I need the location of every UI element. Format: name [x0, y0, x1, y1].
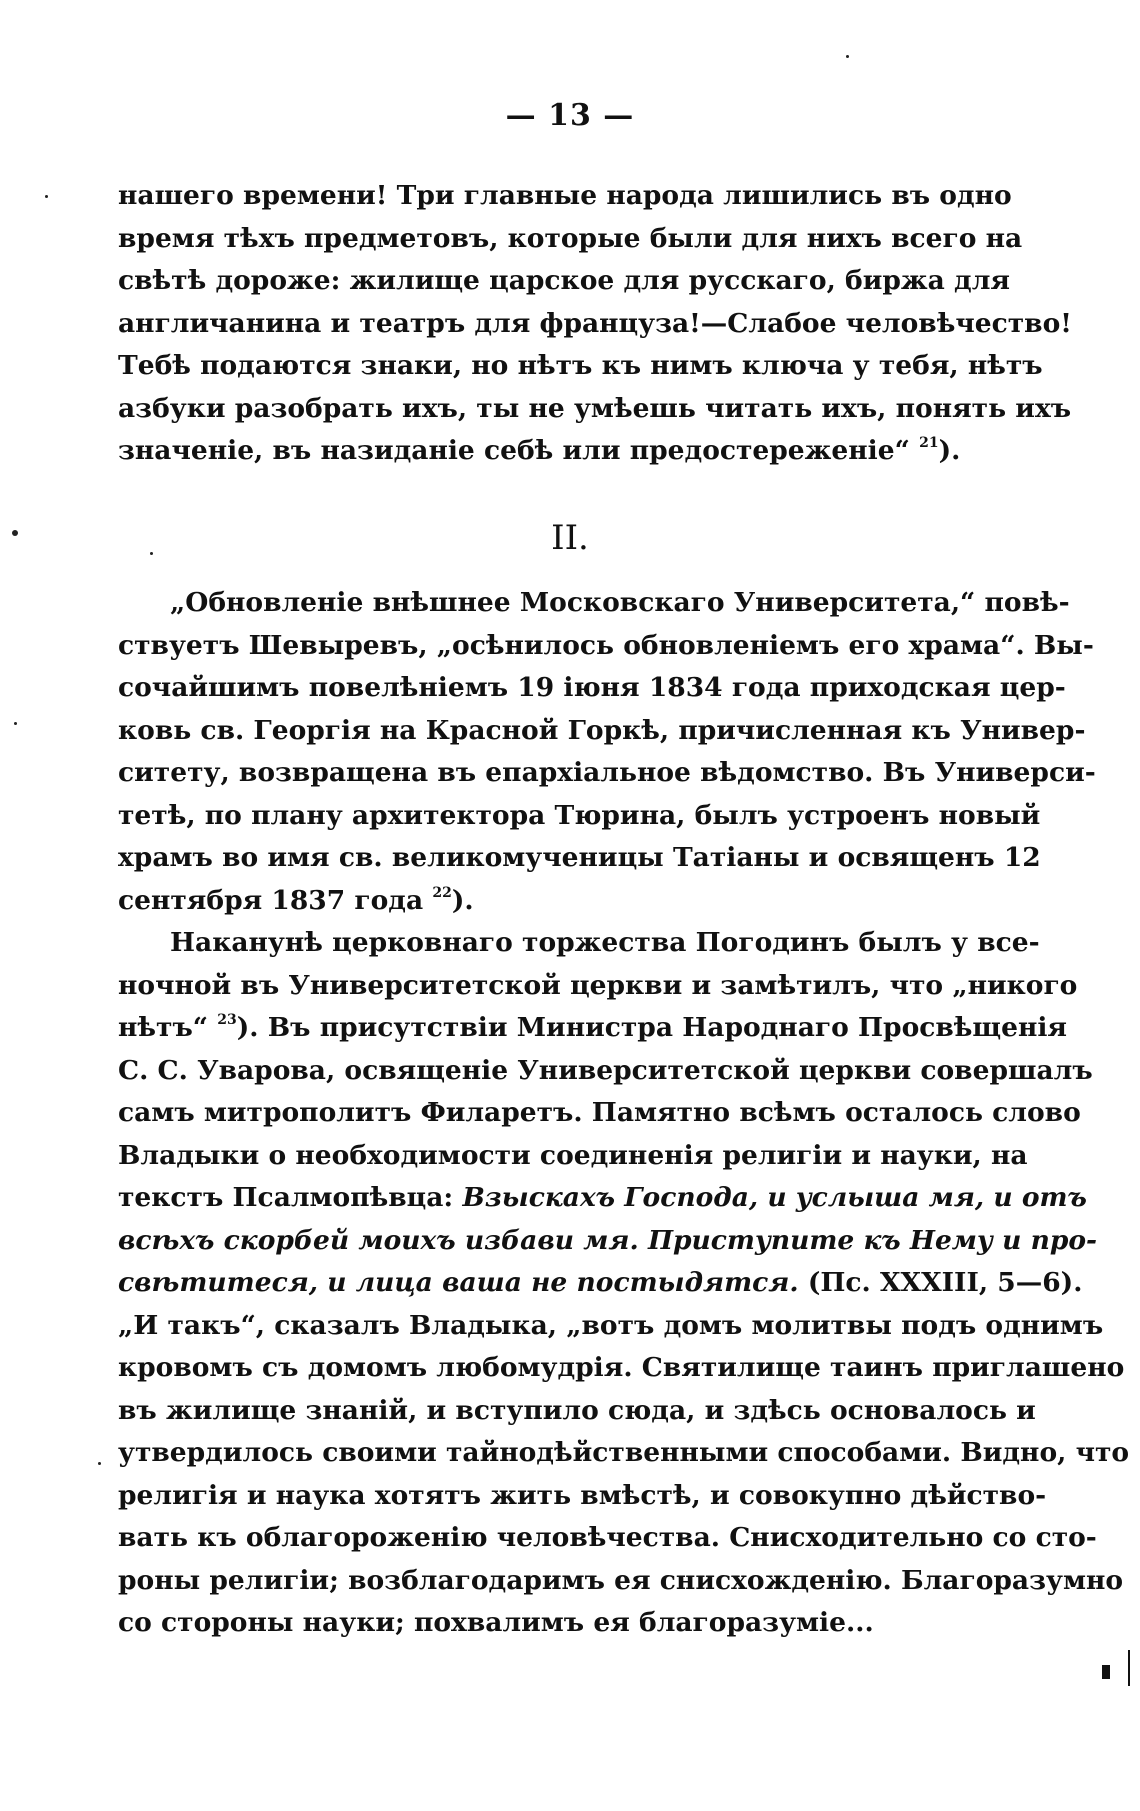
text-line: С. С. Уварова, освященіе Университетской церкви совершалъ	[118, 1054, 1093, 1086]
text-line: ситету, возвращена въ епархіальное вѣдомство. Въ Универси-	[118, 757, 1096, 788]
text-line: религія и наука хотятъ жить вмѣстѣ, и совокупно дѣйство-	[118, 1479, 1047, 1511]
scan-speck	[98, 1462, 101, 1465]
footnote-marker: 23	[217, 1012, 237, 1029]
psalm-quote: Взыскахъ Господа, и услыша мя, и отъ	[462, 1182, 1087, 1213]
text-fragment: сентября 1837 года	[118, 884, 424, 916]
text-line: азбуки разобрать ихъ, ты не умѣешь читать ихъ, понять ихъ	[118, 392, 1072, 424]
psalm-quote: всѣхъ скорбей моихъ избави мя. Приступите къ Нему и про-	[118, 1224, 1098, 1256]
text-line: кровомъ съ домомъ любомудрія. Святилище таинъ приглашено	[118, 1352, 1125, 1383]
text-fragment: значеніе, въ назиданіе себѣ или предостереженіе“	[118, 435, 910, 466]
text-line: утвердилось своими тайнодѣйственными способами. Видно, что	[118, 1437, 1130, 1468]
text-line	[118, 1262, 1083, 1305]
scan-speck	[12, 530, 18, 536]
text-line: Тебѣ подаются знаки, но нѣтъ къ нимъ ключа у тебя, нѣтъ	[118, 350, 1043, 381]
scan-edge-mark	[1128, 1650, 1130, 1686]
psalm-quote: свѣтитеся, и лица ваша не постыдятся.	[118, 1267, 799, 1298]
text-fragment: ).	[938, 435, 961, 466]
text-line: ковь св. Георгія на Красной Горкѣ, причисленная къ Универ-	[118, 714, 1086, 746]
text-line: роны религіи; возблагодаримъ ея снисхожденію. Благоразумно	[118, 1564, 1124, 1596]
text-line: ночной въ Университетской церкви и замѣтилъ, что „никого	[118, 969, 1078, 1001]
text-line: Владыки о необходимости соединенія религіи и науки, на	[118, 1139, 1028, 1171]
text-fragment: ).	[451, 884, 474, 916]
footnote-marker: 22	[432, 884, 452, 901]
scan-speck	[45, 195, 48, 198]
text-line: свѣтѣ дороже: жилище царское для русскаго, биржа для	[118, 265, 1010, 296]
text-line	[118, 880, 960, 923]
footnote-marker: 21	[919, 435, 939, 452]
scan-speck	[846, 55, 849, 58]
scan-edge-mark	[1102, 1665, 1110, 1679]
text-line: сочайшимъ повелѣніемъ 19 іюня 1834 года приходская цер-	[118, 672, 1066, 703]
text-line	[118, 1177, 1087, 1220]
text-line: время тѣхъ предметовъ, которые были для нихъ всего на	[118, 222, 1023, 254]
scan-speck	[150, 552, 153, 555]
text-line	[118, 430, 960, 473]
text-line	[118, 1007, 1067, 1050]
text-fragment: нѣтъ“	[118, 1012, 209, 1043]
paragraph-2	[118, 582, 1096, 922]
text-line: „Обновленіе внѣшнее Московскаго Университета,“ повѣ-	[170, 587, 1070, 618]
text-line: Наканунѣ церковнаго торжества Погодинъ былъ у все-	[170, 927, 1040, 958]
text-line: ствуетъ Шевыревъ, „осѣнилось обновленіемъ его храма“. Вы-	[118, 629, 1094, 661]
text-line: со стороны науки; похвалимъ ея благоразуміе...	[118, 1607, 874, 1638]
text-line: въ жилище знаній, и вступило сюда, и здѣсь основалось и	[118, 1394, 1036, 1426]
text-line: нашего времени! Три главные народа лишились въ одно	[118, 180, 1012, 211]
text-line: „И такъ“, сказалъ Владыка, „вотъ домъ молитвы подъ однимъ	[118, 1309, 1104, 1341]
text-line: англичанина и театръ для француза!—Слабое человѣчество!	[118, 307, 1072, 339]
text-fragment: ). Въ присутствіи Министра Народнаго Просвѣщенія	[236, 1012, 1067, 1043]
text-fragment: текстъ Псалмопѣвца:	[118, 1182, 463, 1213]
psalm-citation: (Пс. XXXIII, 5—6).	[798, 1267, 1083, 1298]
text-line: самъ митрополитъ Филаретъ. Памятно всѣмъ осталось слово	[118, 1097, 1081, 1128]
section-heading: II.	[551, 518, 589, 558]
text-line: храмъ во имя св. великомученицы Татіаны и освященъ 12	[118, 842, 1041, 873]
page-number: — 13 —	[505, 98, 635, 133]
paragraph-3	[118, 922, 1130, 1645]
text-line: вать къ облагороженію человѣчества. Снисходительно со сто-	[118, 1522, 1097, 1553]
paragraph-1	[118, 175, 1072, 473]
scan-speck	[14, 722, 17, 725]
text-line: тетѣ, по плану архитектора Тюрина, былъ устроенъ новый	[118, 799, 1041, 831]
